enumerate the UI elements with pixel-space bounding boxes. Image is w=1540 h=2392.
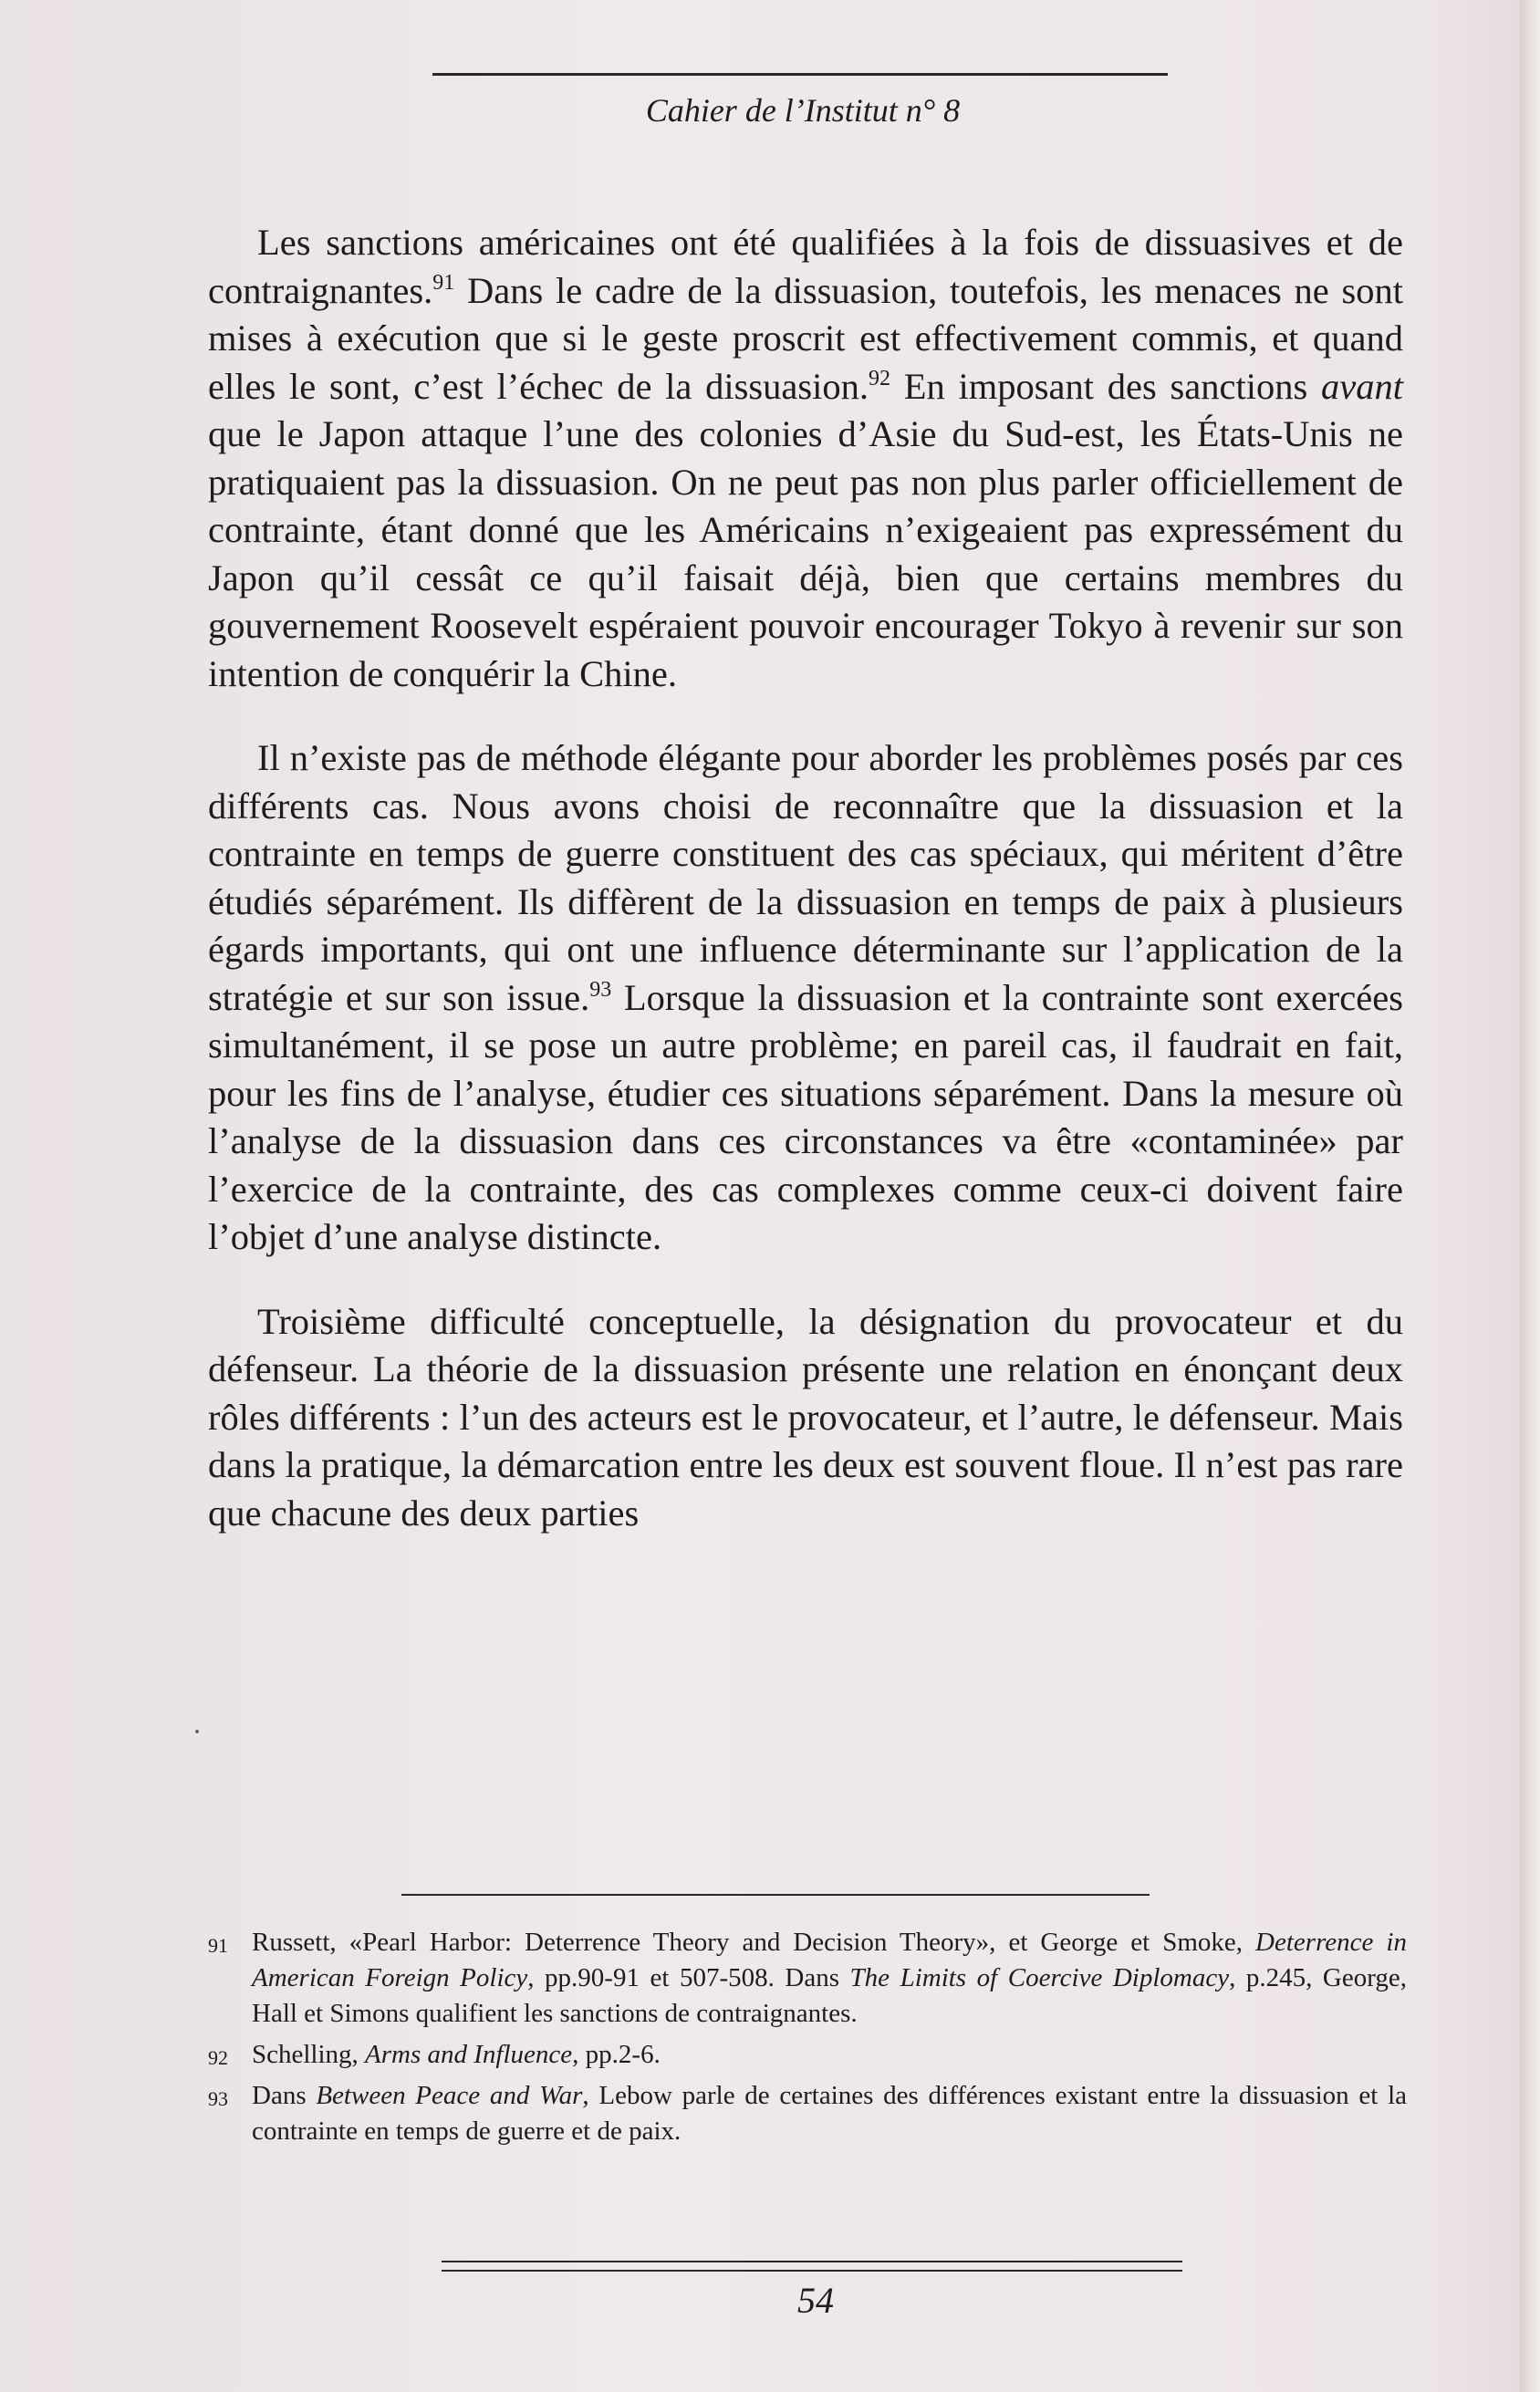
speck	[195, 1730, 199, 1733]
text-span: , pp.90-91 et 507-508. Dans	[527, 1963, 850, 1992]
footnote-91	[208, 1925, 1408, 2032]
footnote-ref: 91	[432, 270, 455, 295]
text-span: Troisième difficulté conceptuelle, la désignation du provocateur et du défenseur. La théorie de la dissuasion présente une relation en énonçant deux rôles différents : l’un des acteurs est le provocateur, et l’autre, le défenseur. Mais dans la pratique, la démarcation entre les deux est souvent floue. Il n’est pas rare que chacune des deux parties	[208, 1300, 1403, 1534]
paragraph-1	[208, 219, 1403, 698]
text-span: , p.245, George, Hall et Simons qualifient les sanctions de contraignantes.	[252, 1963, 1408, 2028]
main-text	[208, 219, 1403, 1574]
text-span: Les sanctions américaines ont été qualifiées à la fois de dissuasives et de contraignantes.	[208, 222, 1403, 311]
footnote-number: 93	[208, 2087, 228, 2110]
text-span: que le Japon attaque l’une des colonies d’Asie du Sud-est, les États-Unis ne pratiquaient pas la dissuasion. On ne peut pas non plus parler officiellement de contrainte, étant donné que les Américains n’exigeaient pas expressément du Japon qu’il cessât ce qu’il faisait déjà, bien que certains membres du gouvernement Roosevelt espéraient pouvoir encourager Tokyo à revenir sur son intention de conquérir la Chine.	[208, 413, 1403, 694]
bottom-rule-2	[442, 2270, 1182, 2272]
text-span: Dans	[252, 2081, 317, 2110]
title-italic: Between Peace and War	[316, 2081, 583, 2110]
footnote-92	[208, 2037, 1407, 2073]
paragraph-2	[208, 734, 1403, 1262]
text-span: , pp.2-6.	[572, 2040, 661, 2069]
emphasis: avant	[1321, 365, 1403, 407]
header-rule	[432, 73, 1168, 76]
text-span: Il n’existe pas de méthode élégante pour aborder les problèmes posés par ces différents cas. Nous avons choisi de reconnaître que la dissuasion et la contrainte en temps de guerre constituent des cas spéciaux, qui méritent d’être étudiés séparément. Ils diffèrent de la dissuasion en temps de paix à plusieurs égards importants, qui ont une influence déterminante sur l’application de la stratégie et sur son issue.	[208, 737, 1403, 1018]
footnote-ref: 92	[869, 366, 891, 390]
text-span: En imposant des sanctions	[890, 365, 1322, 407]
title-italic: Deterrence in American Foreign Policy	[252, 1928, 1407, 1992]
footnote-ref: 93	[589, 977, 612, 1002]
page-edge	[1520, 0, 1540, 2392]
footnote-number: 92	[208, 2046, 228, 2069]
text-span: Lorsque la dissuasion et la contrainte sont exercées simultanément, il se pose un autre problème; en pareil cas, il faudrait en fait, pour les fins de l’analyse, étudier ces situations séparément. Dans la mesure où l’analyse de la dissuasion dans ces circonstances va être «contaminée» par l’exercice de la contrainte, des cas complexes comme ceux-ci doivent faire l’objet d’une analyse distincte.	[208, 976, 1403, 1257]
text-span: Schelling,	[252, 2040, 366, 2069]
text-span: Dans le cadre de la dissuasion, toutefois, les menaces ne sont mises à exécution que si le geste proscrit est effectivement commis, et quand elles le sont, c’est l’échec de la dissuasion.	[208, 269, 1403, 407]
running-header: Cahier de l’Institut n° 8	[645, 92, 961, 129]
text-span: , Lebow parle de certaines des différences existant entre la dissuasion et la contrainte en temps de guerre et de paix.	[252, 2081, 1408, 2146]
title-italic: The Limits of Coercive Diplomacy	[849, 1963, 1230, 1992]
bottom-rule	[442, 2261, 1182, 2262]
footnote-93	[208, 2078, 1408, 2149]
text-span: Russett, «Pearl Harbor: Deterrence Theory and Decision Theory», et George et Smoke,	[252, 1928, 1256, 1957]
footnote-rule	[401, 1894, 1150, 1896]
footnote-number: 91	[208, 1934, 228, 1957]
footnotes	[208, 1925, 1408, 2155]
paragraph-3	[208, 1298, 1403, 1538]
page-number: 54	[797, 2280, 834, 2321]
title-italic: Arms and Influence	[365, 2040, 573, 2069]
